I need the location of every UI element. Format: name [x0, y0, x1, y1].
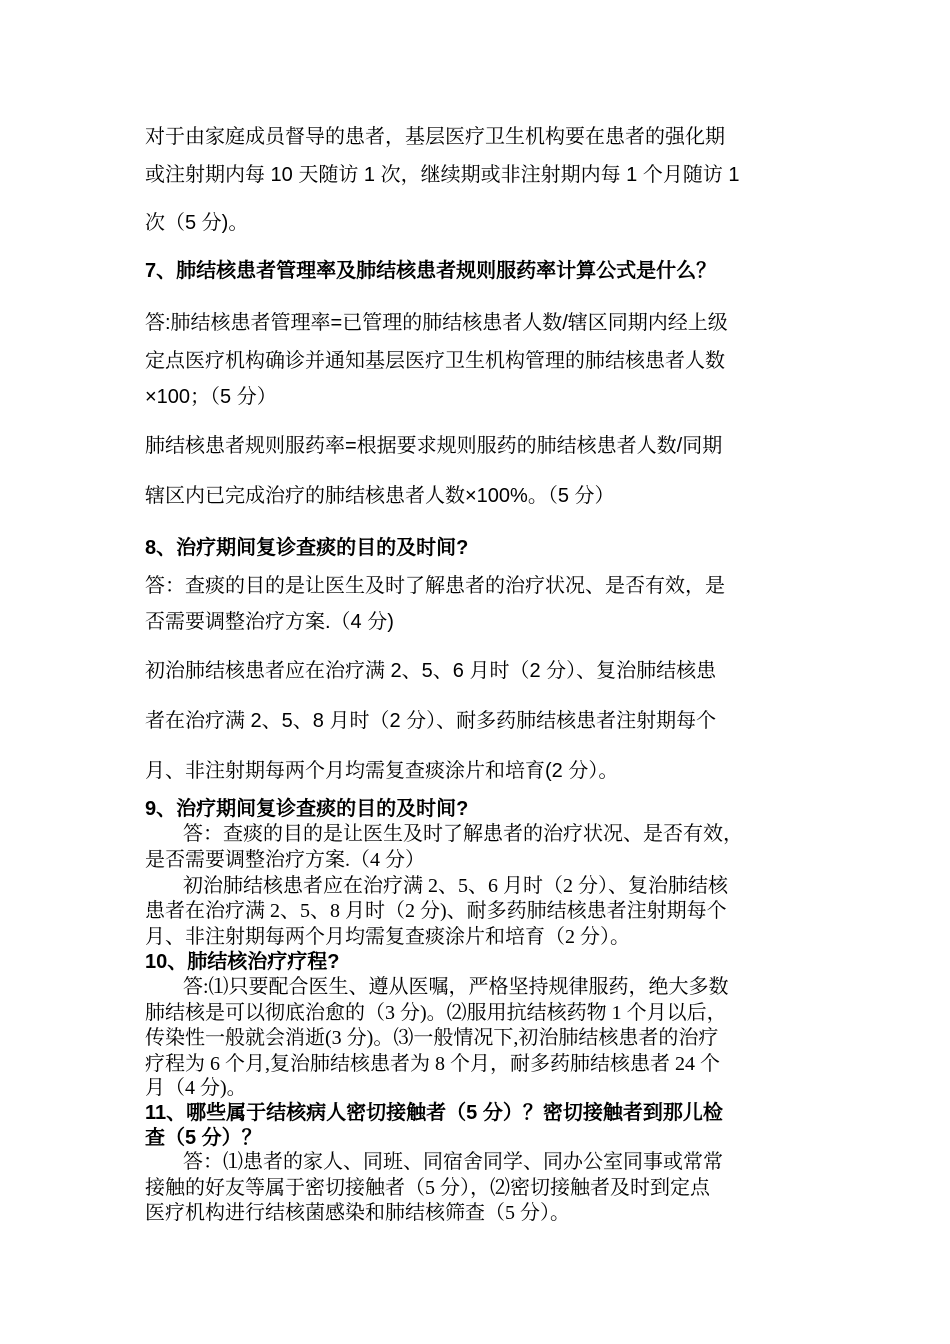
text-line: 答：查痰的目的是让医生及时了解患者的治疗状况、是否有效， — [183, 823, 743, 845]
text-line: 接触的好友等属于密切接触者（5 分），⑵密切接触者及时到定点 — [145, 1177, 710, 1199]
text-line: 肺结核是可以彻底治愈的（3 分)。⑵服用抗结核药物 1 个月以后， — [145, 1002, 727, 1024]
text-line: 定点医疗机构确诊并通知基层医疗卫生机构管理的肺结核患者人数 — [145, 350, 725, 372]
text-line: 月、非注射期每两个月均需复查痰涂片和培育（2 分）。 — [145, 926, 630, 948]
text-line: 答：⑴患者的家人、同班、同宿舍同学、同办公室同事或常常 — [183, 1151, 723, 1173]
text-line: 或注射期内每 10 天随访 1 次，继续期或非注射期内每 1 个月随访 1 — [145, 164, 740, 186]
text-line: 月、非注射期每两个月均需复查痰涂片和培育(2 分）。 — [145, 760, 619, 782]
text-line: 否需要调整治疗方案.（4 分) — [145, 611, 394, 633]
text-line: 辖区内已完成治疗的肺结核患者人数×100%。（5 分） — [145, 485, 615, 507]
text-line: 月（4 分)。 — [145, 1077, 247, 1099]
text-line: 者在治疗满 2、5、8 月时（2 分）、耐多药肺结核患者注射期每个 — [145, 710, 717, 732]
question-heading: 10、肺结核治疗疗程? — [145, 951, 340, 973]
text-line: 传染性一般就会消逝(3 分)。⑶一般情况下,初治肺结核患者的治疗 — [145, 1027, 719, 1049]
text-line: 答：查痰的目的是让医生及时了解患者的治疗状况、是否有效，是 — [145, 575, 725, 597]
text-line: 初治肺结核患者应在治疗满 2、5、6 月时（2 分）、复治肺结核患 — [145, 660, 717, 682]
text-line: ×100；（5 分） — [145, 386, 277, 408]
text-line: 是否需要调整治疗方案.（4 分） — [145, 849, 425, 871]
text-line: 对于由家庭成员督导的患者，基层医疗卫生机构要在患者的强化期 — [145, 126, 725, 148]
text-line: 疗程为 6 个月,复治肺结核患者为 8 个月，耐多药肺结核患者 24 个 — [145, 1053, 720, 1075]
question-heading: 查（5 分）？ — [145, 1127, 262, 1149]
text-line: 答:肺结核患者管理率=已管理的肺结核患者人数/辖区同期内经上级 — [145, 312, 728, 334]
question-heading: 11、哪些属于结核病人密切接触者（5 分）？密切接触者到那儿检 — [145, 1102, 723, 1124]
text-line: 初治肺结核患者应在治疗满 2、5、6 月时（2 分）、复治肺结核 — [183, 875, 728, 897]
question-heading: 8、治疗期间复诊查痰的目的及时间? — [145, 537, 469, 559]
question-heading: 7、肺结核患者管理率及肺结核患者规则服药率计算公式是什么？ — [145, 260, 717, 282]
text-line: 答:⑴只要配合医生、遵从医嘱，严格坚持规律服药，绝大多数 — [183, 976, 729, 998]
text-line: 医疗机构进行结核菌感染和肺结核筛查（5 分）。 — [145, 1202, 570, 1224]
question-heading: 9、治疗期间复诊查痰的目的及时间? — [145, 798, 469, 820]
text-line: 次（5 分)。 — [145, 212, 249, 234]
text-line: 肺结核患者规则服药率=根据要求规则服药的肺结核患者人数/同期 — [145, 435, 723, 457]
text-line: 患者在治疗满 2、5、8 月时（2 分)、耐多药肺结核患者注射期每个 — [145, 900, 727, 922]
